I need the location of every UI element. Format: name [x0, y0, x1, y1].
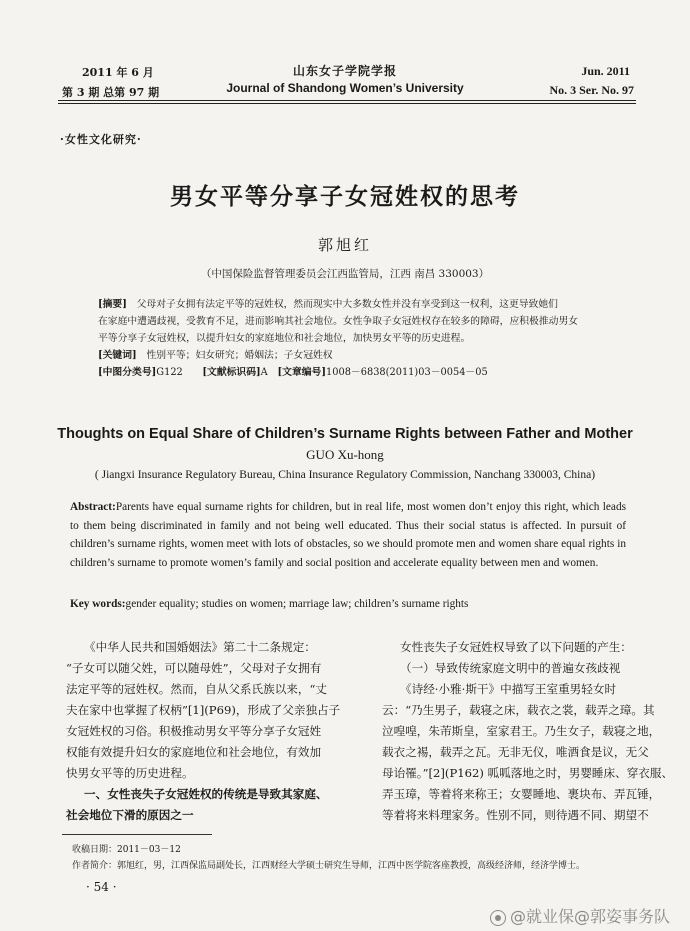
subheading-line: （一）导致传统家庭文明中的普遍女孩歧视 [400, 661, 621, 675]
body-left-line: 权能有效提升妇女的家庭地位和社会地位，有效加 [66, 745, 322, 759]
body-left-line: 快男女平等的历史进程。 [66, 766, 194, 780]
affiliation-cn: （中国保险监督管理委员会江西监管局，江西 南昌 330003） [200, 268, 490, 280]
body-right-line: 《诗经·小雅·斯干》中描写王室重男轻女时 [400, 682, 617, 696]
abstract-cn-line-1 [98, 296, 638, 313]
body-left-line: 《中华人民共和国婚姻法》第二十二条规定： [84, 640, 316, 654]
keywords-en: gender equality; studies on women; marriage law; children’s surname rights [125, 598, 469, 610]
body-left-line: 法定平等的冠姓权。然而，自从父系氏族以来，“丈 [66, 682, 327, 696]
affiliation-en: ( Jiangxi Insurance Regulatory Bureau, China Insurance Regulatory Commission, Nanchang 330003, China) [94, 469, 596, 481]
doc-code-label: [文献标识码] [202, 367, 261, 378]
page-number: · 54 · [86, 880, 117, 894]
body-right-line: 泣喤喤，朱芾斯皇，室家君王。乃生女子，载寝之地， [382, 724, 661, 738]
body-left-column [66, 637, 374, 826]
weibo-icon [490, 910, 506, 926]
body-right-line: 等着将来料理家务。性别不同，则待遇不同、期望不 [382, 808, 649, 822]
body-right-column [382, 637, 674, 826]
keywords-cn-label: [关键词] [98, 350, 137, 361]
author-name-cn: 郭旭红 [317, 236, 372, 254]
header-series: No. 3 Ser. No. 97 [549, 83, 634, 97]
section-heading-line: 社会地位下滑的原因之一 [66, 808, 194, 822]
article-id-label: [文章编号] [277, 367, 326, 378]
header-rule-bottom [58, 103, 636, 104]
header-issue: 第 3 期 总第 97 期 [62, 86, 160, 99]
body-left-line: 女冠姓权的习俗。积极推动男女平等分享子女冠姓 [66, 724, 322, 738]
article-title-en: Thoughts on Equal Share of Children’s Surname Rights between Father and Mother [57, 426, 633, 442]
footnote-rule [62, 834, 212, 835]
journal-name-en: Journal of Shandong Women’s University [226, 81, 464, 95]
abstract-en-text: Parents have equal surname rights for children, but in real life, most women don’t enjoy this right, which leads to them being discriminated in family and not being well educated. Thus their social status is affected. In pursuit of children’s surname rights, women meet with lots of obstacles, so we should promote men and women share equal rights in children’s surname to promote women’s family and social position and accelerate equality between men and women. [70, 501, 626, 569]
author-intro: 作者简介：郭旭红，男，江西保监局副处长，江西财经大学硕士研究生导师，江西中医学院客座教授，高级经济师，经济学博士。 [72, 861, 586, 871]
section-tag: ·女性文化研究· [60, 133, 142, 146]
header-rule-top [58, 100, 636, 101]
doc-code-value: A [260, 367, 268, 378]
body-right-line: 云：“乃生男子，载寝之床，载衣之裳，载弄之璋。其 [382, 703, 655, 717]
class-value: G122 [156, 367, 183, 378]
body-right-line: 母诒罹。”[2](P162) 呱呱落地之时，男婴睡床、穿衣服、 [382, 766, 674, 780]
body-left-line: “子女可以随父姓，可以随母姓”，父母对子女拥有 [66, 661, 322, 675]
article-id-value: 1008－6838(2011)03－0054－05 [326, 367, 488, 378]
watermark [490, 904, 670, 927]
body-right-line: 弄玉璋，等着将来称王；女婴睡地、裹块布、弄瓦锤， [382, 787, 661, 801]
journal-name-cn: 山东女子学院学报 [292, 64, 397, 78]
header-month: Jun. 2011 [581, 64, 630, 78]
classification-line [98, 364, 638, 381]
abstract-cn [98, 296, 638, 381]
section-heading-line: 一、女性丧失子女冠姓权的传统是导致其家庭、 [84, 787, 328, 801]
keywords-cn-line [98, 347, 638, 364]
keywords-cn: 性别平等；妇女研究；婚姻法；子女冠姓权 [146, 350, 333, 361]
abstract-en [70, 498, 626, 572]
received-date: 收稿日期：2011－03－12 [72, 845, 181, 855]
abstract-cn-line-3: 平等分享子女冠姓权，以提升妇女的家庭地位和社会地位，加快男女平等的历史进程。 [98, 333, 471, 344]
author-name-en: GUO Xu-hong [306, 447, 384, 462]
abstract-cn-line-2: 在家庭中遭遇歧视，受教育不足，进而影响其社会地位。女性争取子女冠姓权存在较多的障碍，应积极推动男女 [98, 316, 579, 327]
article-title-cn: 男女平等分享子女冠姓权的思考 [170, 183, 520, 210]
body-right-line: 载衣之裼，载弄之瓦。无非无仪，唯酒食是议，无父 [382, 745, 649, 759]
watermark-text: @就业保@郭姿事务队 [509, 907, 670, 926]
abstract-en-label: Abstract: [70, 501, 116, 513]
keywords-en-label: Key words: [70, 598, 126, 610]
body-left-line: 夫在家中也掌握了权柄”[1](P69)，形成了父亲独占子 [66, 703, 341, 717]
abstract-cn-text-1: 父母对子女拥有法定平等的冠姓权，然而现实中大多数女性并没有享受到这一权利，这更导致她们 [136, 299, 558, 310]
header-date: 2011 年 6 月 [82, 66, 154, 79]
keywords-en-line [70, 598, 630, 610]
class-label: [中图分类号] [98, 367, 157, 378]
abstract-cn-label: [摘要] [98, 299, 127, 310]
body-right-line: 女性丧失子女冠姓权导致了以下问题的产生： [400, 640, 632, 654]
